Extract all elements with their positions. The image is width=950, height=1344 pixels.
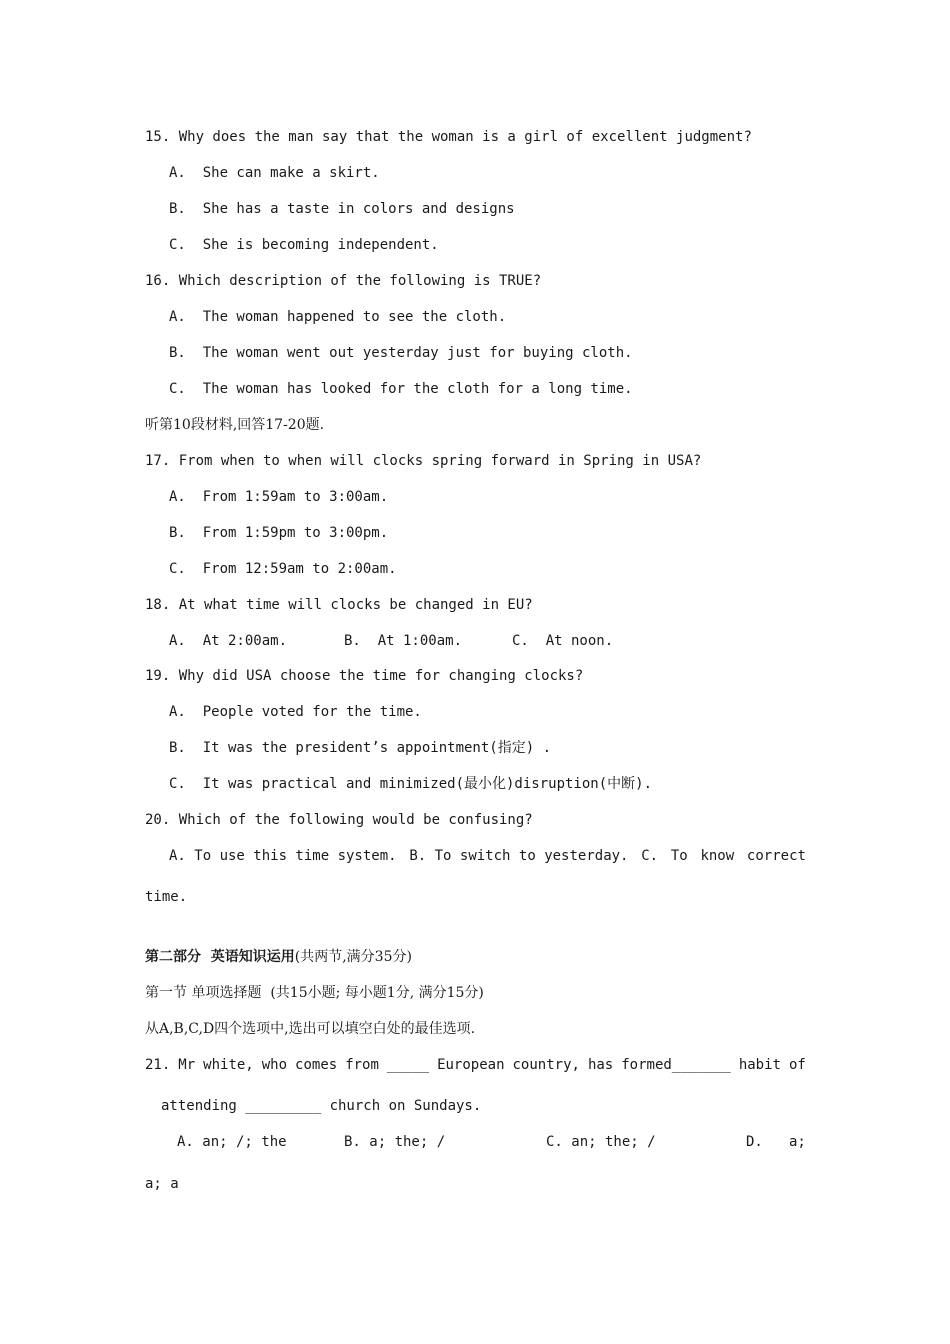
question-16-option-b: B. The woman went out yesterday just for buying cloth. bbox=[169, 345, 633, 361]
question-21-option-d-wrap: a; a bbox=[145, 1176, 179, 1192]
question-21-option-d-part: a; bbox=[789, 1134, 806, 1150]
question-21-word: from bbox=[345, 1057, 379, 1073]
question-21-word: has bbox=[587, 1057, 614, 1073]
part-2-title: 第二部分 英语知识运用 bbox=[145, 949, 295, 965]
question-20-option-c-word: know bbox=[700, 848, 735, 864]
section-1-instruction: 从A,B,C,D四个选项中,选出可以填空白处的最佳选项. bbox=[145, 1021, 476, 1037]
question-17-option-a: A. From 1:59am to 3:00am. bbox=[169, 489, 389, 505]
question-19-option-b: B. It was the president’s appointment(指定) . bbox=[169, 740, 552, 756]
question-21-option-b: B. a; the; / bbox=[344, 1134, 446, 1150]
question-21-word: who bbox=[261, 1057, 288, 1073]
question-17-option-c: C. From 12:59am to 2:00am. bbox=[169, 561, 397, 577]
question-16-stem: 16. Which description of the following is TRUE? bbox=[145, 273, 542, 289]
question-21-word: habit bbox=[738, 1057, 781, 1073]
question-18-option-c: C. At noon. bbox=[512, 633, 614, 649]
question-20-option-c-word: To bbox=[670, 848, 688, 864]
question-15-option-c: C. She is becoming independent. bbox=[169, 237, 439, 253]
section-1-heading: 第一节 单项选择题 (共15小题; 每小题1分, 满分15分) bbox=[145, 985, 484, 1001]
question-20-option-c-wrap: time. bbox=[145, 889, 188, 905]
question-20-stem: 20. Which of the following would be confusing? bbox=[145, 812, 533, 828]
question-15-option-a: A. She can make a skirt. bbox=[169, 165, 380, 181]
listening-instruction: 听第10段材料,回答17-20题. bbox=[145, 417, 325, 433]
question-20-option-b: B. To switch to yesterday. bbox=[409, 848, 629, 864]
question-19-option-c: C. It was practical and minimized(最小化)disruption(中断). bbox=[169, 776, 653, 792]
question-21-option-a: A. an; /; the bbox=[177, 1134, 287, 1150]
question-19-stem: 19. Why did USA choose the time for changing clocks? bbox=[145, 668, 584, 684]
question-15-option-b: B. She has a taste in colors and designs bbox=[169, 201, 515, 217]
question-18-option-b: B. At 1:00am. bbox=[344, 633, 463, 649]
question-18-option-a: A. At 2:00am. bbox=[169, 633, 288, 649]
question-21-word: European bbox=[437, 1057, 505, 1073]
question-16-option-c: C. The woman has looked for the cloth for a long time. bbox=[169, 381, 633, 397]
question-21-stem-line-2: attending _________ church on Sundays. bbox=[161, 1098, 482, 1114]
question-21-stem bbox=[145, 1056, 806, 1074]
question-20-options bbox=[169, 847, 806, 865]
question-20-option-c-label: C. bbox=[641, 848, 659, 864]
question-21-blank: _____ bbox=[386, 1057, 430, 1073]
question-18-stem: 18. At what time will clocks be changed in EU? bbox=[145, 597, 533, 613]
part-2-score-note: (共两节,满分35分) bbox=[294, 949, 412, 965]
question-19-option-a: A. People voted for the time. bbox=[169, 704, 422, 720]
question-15-stem: 15. Why does the man say that the woman is a girl of excellent judgment? bbox=[145, 129, 752, 145]
part-2-heading bbox=[145, 948, 412, 966]
question-21-word: 21. bbox=[145, 1057, 171, 1073]
question-21-word: country, bbox=[512, 1057, 580, 1073]
question-21-word: Mr bbox=[178, 1057, 196, 1073]
question-21-word: of bbox=[788, 1057, 806, 1073]
question-21-option-c: C. an; the; / bbox=[546, 1134, 656, 1150]
question-17-stem: 17. From when to when will clocks spring forward in Spring in USA? bbox=[145, 453, 702, 469]
question-17-option-b: B. From 1:59pm to 3:00pm. bbox=[169, 525, 389, 541]
question-20-option-a: A. To use this time system. bbox=[169, 848, 397, 864]
question-21-word: white, bbox=[203, 1057, 254, 1073]
question-21-word: comes bbox=[295, 1057, 338, 1073]
question-16-option-a: A. The woman happened to see the cloth. bbox=[169, 309, 507, 325]
question-21-word: formed_______ bbox=[621, 1057, 731, 1073]
question-20-option-c-word: correct bbox=[746, 848, 806, 864]
question-21-option-d-label: D. bbox=[746, 1134, 763, 1150]
